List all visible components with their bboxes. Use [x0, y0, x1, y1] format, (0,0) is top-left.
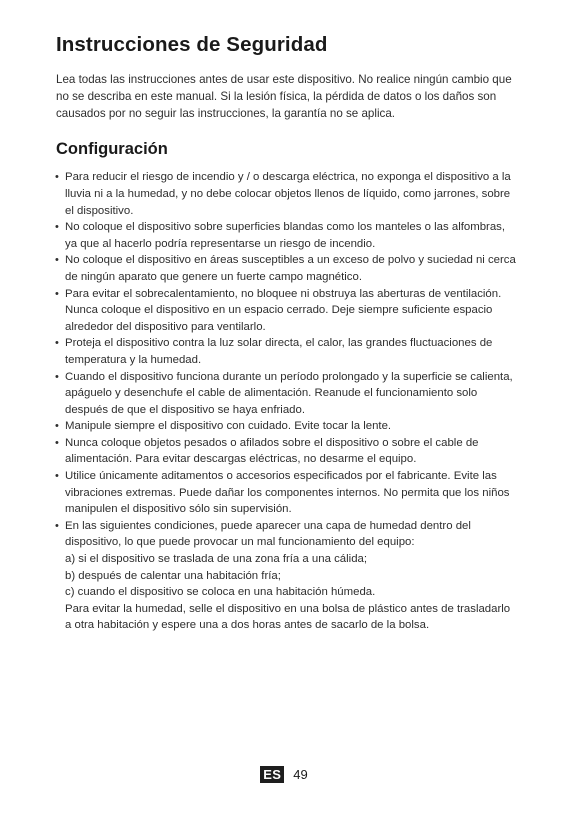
list-item-text: Para evitar el sobrecalentamiento, no bloquee ni obstruya las aberturas de ventilación. Nunca coloque el dispositivo en un espacio cerrado. Deje siempre suficiente espacio alrededor del dispositivo para ventilarlo. [65, 287, 502, 333]
bullet-icon: • [55, 287, 59, 300]
list-item [56, 252, 516, 285]
list-item [56, 286, 516, 336]
page-title: Instrucciones de Seguridad [56, 33, 328, 56]
list-item-text: No coloque el dispositivo sobre superficies blandas como los manteles o las alfombras, ya que al hacerlo podría representarse un riesgo de incendio. [65, 221, 506, 250]
list-item-text: Proteja el dispositivo contra la luz solar directa, el calor, las grandes fluctuaciones de temperatura y la humedad. [65, 337, 493, 366]
list-item-text: Manipule siempre el dispositivo con cuidado. Evite tocar la lente. [65, 420, 392, 433]
page-footer [0, 766, 568, 783]
list-item [56, 418, 516, 435]
list-item [56, 468, 516, 518]
bullet-icon: • [55, 370, 59, 383]
section-title: Configuración [56, 140, 168, 159]
list-item-text: Cuando el dispositivo funciona durante un período prolongado y la superficie se calienta, apáguelo y desenchufe el cable de alimentación. Reanude el funcionamiento solo después de que el dispositivo se haya enfriado. [65, 370, 513, 416]
language-badge: ES [260, 766, 284, 783]
list-item-text: Utilice únicamente aditamentos o accesorios especificados por el fabricante. Evite las vibraciones extremas. Puede dañar los componentes internos. No permita que los niños manipulen el dispositivo sólo sin supervisión. [65, 470, 510, 516]
bullet-icon: • [55, 470, 59, 483]
list-item [56, 435, 516, 468]
bullet-icon: • [55, 436, 59, 449]
list-item-text: En las siguientes condiciones, puede aparecer una capa de humedad dentro del dispositivo, lo que puede provocar un mal funcionamiento del equipo: [65, 519, 471, 549]
manual-page [56, 32, 516, 634]
page-number: 49 [293, 767, 308, 782]
list-item [56, 219, 516, 252]
bullet-icon: • [55, 171, 59, 184]
bullet-icon: • [55, 337, 59, 350]
bullet-icon: • [55, 254, 59, 267]
list-item [56, 169, 516, 219]
list-item-text: Nunca coloque objetos pesados o afilados sobre el dispositivo o sobre el cable de alimentación. Para evitar descargas eléctricas, no desarme el equipo. [65, 436, 479, 466]
list-item-humidity [56, 518, 516, 634]
intro-paragraph: Lea todas las instrucciones antes de usar este dispositivo. No realice ningún cambio que no se describa en este manual. Si la lesión física, la pérdida de datos o los daños son causados por no seguir las instrucciones, la garantía no se aplica. [56, 73, 512, 120]
condition-b: b) después de calentar una habitación fría; [65, 569, 281, 582]
list-item [56, 369, 516, 419]
bullet-icon: • [55, 519, 59, 532]
list-item-text: No coloque el dispositivo en áreas susceptibles a un exceso de polvo y suciedad ni cerca de ningún aparato que genere un fuerte campo magnético. [65, 254, 516, 283]
condition-c: c) cuando el dispositivo se coloca en una habitación húmeda. [65, 586, 376, 599]
list-item [56, 335, 516, 368]
bullet-icon: • [55, 420, 59, 433]
condition-a: a) si el dispositivo se traslada de una zona fría a una cálida; [65, 553, 368, 566]
list-item-text: Para reducir el riesgo de incendio y / o descarga eléctrica, no exponga el dispositivo a la lluvia ni a la humedad, y no debe colocar objetos llenos de líquido, como jarrones, sobre el dispositivo. [65, 171, 511, 217]
safety-list [56, 169, 516, 634]
humidity-note: Para evitar la humedad, selle el dispositivo en una bolsa de plástico antes de trasladarlo a otra habitación y espere una a dos horas antes de sacarlo de la bolsa. [65, 602, 511, 632]
bullet-icon: • [55, 221, 59, 234]
